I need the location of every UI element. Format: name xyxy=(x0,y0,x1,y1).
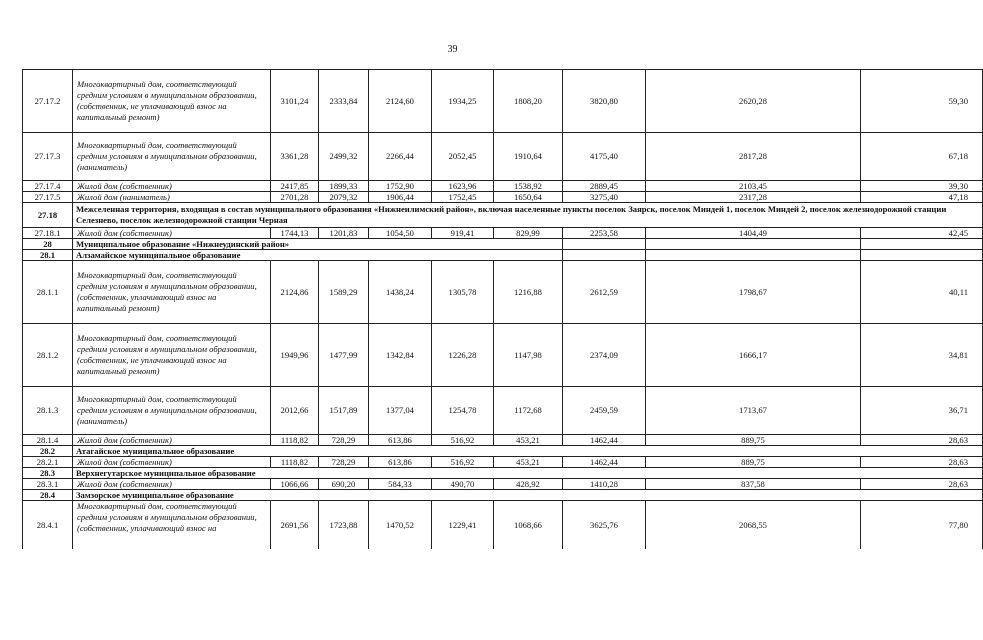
row-description: Многоквартирный дом, соответствующий средним условиям в муниципальном образовании, (наниматель) xyxy=(73,387,271,435)
tariff-table xyxy=(22,69,983,549)
value-cell: 2499,32 xyxy=(319,133,369,181)
value-cell: 40,11 xyxy=(861,261,983,324)
value-cell: 1650,64 xyxy=(494,192,563,203)
value-cell: 584,33 xyxy=(369,479,432,490)
value-cell: 1899,33 xyxy=(319,181,369,192)
value-cell: 1910,64 xyxy=(494,133,563,181)
value-cell: 2701,28 xyxy=(271,192,319,203)
value-cell: 3275,40 xyxy=(563,192,646,203)
empty-cell xyxy=(861,239,983,250)
value-cell: 2068,55 xyxy=(646,501,861,550)
value-cell: 1752,90 xyxy=(369,181,432,192)
value-cell: 1798,67 xyxy=(646,261,861,324)
value-cell: 2333,84 xyxy=(319,70,369,133)
value-cell: 1477,99 xyxy=(319,324,369,387)
value-cell: 1470,52 xyxy=(369,501,432,550)
value-cell: 1713,67 xyxy=(646,387,861,435)
section-heading: Верхнегутарское муниципальное образование xyxy=(73,468,983,479)
row-code: 27.18 xyxy=(23,203,73,228)
value-cell: 1305,78 xyxy=(432,261,494,324)
value-cell: 1216,88 xyxy=(494,261,563,324)
value-cell: 919,41 xyxy=(432,228,494,239)
row-code: 27.17.5 xyxy=(23,192,73,203)
table-row xyxy=(23,387,983,435)
value-cell: 1744,13 xyxy=(271,228,319,239)
value-cell: 28,63 xyxy=(861,479,983,490)
table-row xyxy=(23,192,983,203)
value-cell: 1147,98 xyxy=(494,324,563,387)
value-cell: 1934,25 xyxy=(432,70,494,133)
value-cell: 1752,45 xyxy=(432,192,494,203)
section-row xyxy=(23,203,983,228)
value-cell: 3361,28 xyxy=(271,133,319,181)
table-row xyxy=(23,501,983,550)
value-cell: 1410,28 xyxy=(563,479,646,490)
row-description: Жилой дом (собственник) xyxy=(73,181,271,192)
value-cell: 516,92 xyxy=(432,435,494,446)
row-code: 28.3 xyxy=(23,468,73,479)
row-description: Многоквартирный дом, соответствующий средним условиям в муниципальном образовании, (собственник, не уплачивающий взнос на капитальный ремонт) xyxy=(73,70,271,133)
value-cell: 1054,50 xyxy=(369,228,432,239)
value-cell: 2317,28 xyxy=(646,192,861,203)
value-cell: 2817,28 xyxy=(646,133,861,181)
value-cell: 889,75 xyxy=(646,435,861,446)
value-cell: 2417,85 xyxy=(271,181,319,192)
value-cell: 28,63 xyxy=(861,457,983,468)
value-cell: 2612,59 xyxy=(563,261,646,324)
value-cell: 42,45 xyxy=(861,228,983,239)
value-cell: 837,58 xyxy=(646,479,861,490)
section-heading: Атагайское муниципальное образование xyxy=(73,446,983,457)
value-cell: 453,21 xyxy=(494,457,563,468)
row-description: Многоквартирный дом, соответствующий средним условиям в муниципальном образовании, (собственник, уплачивающий взнос на капитальный ремонт) xyxy=(73,261,271,324)
row-code: 28.2 xyxy=(23,446,73,457)
value-cell: 39,30 xyxy=(861,181,983,192)
value-cell: 613,86 xyxy=(369,457,432,468)
value-cell: 829,99 xyxy=(494,228,563,239)
value-cell: 1906,44 xyxy=(369,192,432,203)
value-cell: 4175,40 xyxy=(563,133,646,181)
value-cell: 28,63 xyxy=(861,435,983,446)
value-cell: 1118,82 xyxy=(271,457,319,468)
value-cell: 2253,58 xyxy=(563,228,646,239)
value-cell: 1068,66 xyxy=(494,501,563,550)
value-cell: 1172,68 xyxy=(494,387,563,435)
value-cell: 1229,41 xyxy=(432,501,494,550)
row-code: 28.1.4 xyxy=(23,435,73,446)
section-row xyxy=(23,490,983,501)
value-cell: 728,29 xyxy=(319,457,369,468)
section-row xyxy=(23,239,983,250)
row-code: 27.17.3 xyxy=(23,133,73,181)
value-cell: 613,86 xyxy=(369,435,432,446)
value-cell: 1462,44 xyxy=(563,457,646,468)
value-cell: 2012,66 xyxy=(271,387,319,435)
value-cell: 34,81 xyxy=(861,324,983,387)
row-code: 27.18.1 xyxy=(23,228,73,239)
row-code: 28.1.2 xyxy=(23,324,73,387)
page-number: 39 xyxy=(447,44,458,55)
value-cell: 2079,32 xyxy=(319,192,369,203)
value-cell: 3625,76 xyxy=(563,501,646,550)
value-cell: 1808,20 xyxy=(494,70,563,133)
value-cell: 1623,96 xyxy=(432,181,494,192)
empty-cell xyxy=(646,250,861,261)
row-description: Жилой дом (собственник) xyxy=(73,228,271,239)
row-code: 28 xyxy=(23,239,73,250)
value-cell: 728,29 xyxy=(319,435,369,446)
section-row xyxy=(23,250,983,261)
value-cell: 3101,24 xyxy=(271,70,319,133)
row-code: 28.3.1 xyxy=(23,479,73,490)
value-cell: 1404,49 xyxy=(646,228,861,239)
value-cell: 1254,78 xyxy=(432,387,494,435)
table-row xyxy=(23,457,983,468)
row-code: 28.2.1 xyxy=(23,457,73,468)
value-cell: 453,21 xyxy=(494,435,563,446)
row-code: 27.17.2 xyxy=(23,70,73,133)
value-cell: 59,30 xyxy=(861,70,983,133)
value-cell: 1377,04 xyxy=(369,387,432,435)
value-cell: 1666,17 xyxy=(646,324,861,387)
value-cell: 490,70 xyxy=(432,479,494,490)
value-cell: 2889,45 xyxy=(563,181,646,192)
row-description: Жилой дом (собственник) xyxy=(73,457,271,468)
value-cell: 2052,45 xyxy=(432,133,494,181)
value-cell: 1949,96 xyxy=(271,324,319,387)
row-description: Многоквартирный дом, соответствующий средним условиям в муниципальном образовании, (собственник, не уплачивающий взнос на капитальный ремонт) xyxy=(73,324,271,387)
table-row xyxy=(23,70,983,133)
row-description: Жилой дом (собственник) xyxy=(73,435,271,446)
section-row xyxy=(23,468,983,479)
row-code: 28.4 xyxy=(23,490,73,501)
table-row xyxy=(23,435,983,446)
value-cell: 690,20 xyxy=(319,479,369,490)
value-cell: 1066,66 xyxy=(271,479,319,490)
value-cell: 2620,28 xyxy=(646,70,861,133)
empty-cell xyxy=(861,250,983,261)
table-row xyxy=(23,479,983,490)
value-cell: 1118,82 xyxy=(271,435,319,446)
value-cell: 889,75 xyxy=(646,457,861,468)
value-cell: 516,92 xyxy=(432,457,494,468)
empty-cell xyxy=(563,250,646,261)
value-cell: 1342,84 xyxy=(369,324,432,387)
row-description: Жилой дом (собственник) xyxy=(73,479,271,490)
empty-cell xyxy=(646,239,861,250)
value-cell: 2103,45 xyxy=(646,181,861,192)
value-cell: 1723,88 xyxy=(319,501,369,550)
value-cell: 1538,92 xyxy=(494,181,563,192)
value-cell: 1517,89 xyxy=(319,387,369,435)
value-cell: 2124,86 xyxy=(271,261,319,324)
value-cell: 2691,56 xyxy=(271,501,319,550)
table-row xyxy=(23,228,983,239)
section-row xyxy=(23,446,983,457)
empty-cell xyxy=(563,239,646,250)
section-heading: Замзорское муниципальное образование xyxy=(73,490,983,501)
table-row xyxy=(23,133,983,181)
row-description: Многоквартирный дом, соответствующий средним условиям в муниципальном образовании, (собственник, уплачивающий взнос на xyxy=(73,501,271,550)
section-heading: Алзамайское муниципальное образование xyxy=(73,250,563,261)
value-cell: 1462,44 xyxy=(563,435,646,446)
table-row xyxy=(23,261,983,324)
row-code: 28.1.3 xyxy=(23,387,73,435)
value-cell: 2266,44 xyxy=(369,133,432,181)
row-code: 28.1 xyxy=(23,250,73,261)
value-cell: 2459,59 xyxy=(563,387,646,435)
section-heading: Муниципальное образование «Нижнеудинский район» xyxy=(73,239,563,250)
row-code: 28.1.1 xyxy=(23,261,73,324)
value-cell: 1226,28 xyxy=(432,324,494,387)
row-description: Многоквартирный дом, соответствующий средним условиям в муниципальном образовании, (наниматель) xyxy=(73,133,271,181)
table-body xyxy=(23,70,983,550)
value-cell: 428,92 xyxy=(494,479,563,490)
value-cell: 3820,80 xyxy=(563,70,646,133)
value-cell: 2124,60 xyxy=(369,70,432,133)
table-row xyxy=(23,324,983,387)
value-cell: 47,18 xyxy=(861,192,983,203)
row-code: 28.4.1 xyxy=(23,501,73,550)
value-cell: 2374,09 xyxy=(563,324,646,387)
value-cell: 1438,24 xyxy=(369,261,432,324)
value-cell: 1589,29 xyxy=(319,261,369,324)
value-cell: 1201,83 xyxy=(319,228,369,239)
territory-heading: Межселенная территория, входящая в состав муниципального образования «Нижнеилимский район», включая населенные пункты поселок Заярск, поселок Миндей 1, поселок Миндей 2, поселок железнодорожной станции Селезнево, поселок железнодорожной станции Черная xyxy=(73,203,983,228)
row-code: 27.17.4 xyxy=(23,181,73,192)
value-cell: 77,80 xyxy=(861,501,983,550)
row-description: Жилой дом (наниматель) xyxy=(73,192,271,203)
table-row xyxy=(23,181,983,192)
value-cell: 36,71 xyxy=(861,387,983,435)
value-cell: 67,18 xyxy=(861,133,983,181)
